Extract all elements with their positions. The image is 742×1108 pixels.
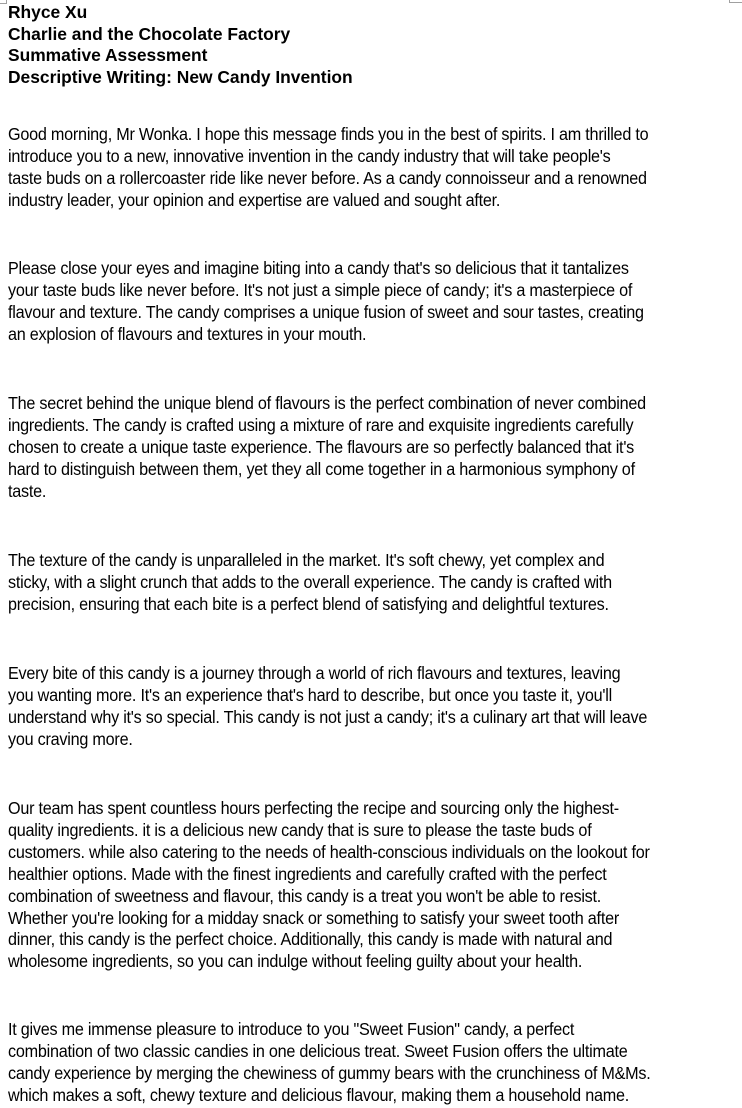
document-header (8, 2, 353, 89)
text-line: quality ingredients. it is a delicious new candy that is sure to please the taste buds of (8, 819, 592, 840)
author-name: Rhyce Xu (8, 2, 88, 22)
paragraph-secret (8, 393, 738, 503)
text-line: industry leader, your opinion and expertise are valued and sought after. (8, 189, 501, 210)
text-line: flavour and texture. The candy comprises a unique fusion of sweet and sour tastes, creating (8, 301, 644, 322)
assessment-type: Summative Assessment (8, 45, 208, 66)
text-line: It gives me immense pleasure to introduce to you "Sweet Fusion" candy, a perfect (8, 1019, 575, 1039)
text-line: wholesome ingredients, so you can indulge without feeling guilty about your health. (8, 951, 583, 972)
text-line: ingredients. The candy is crafted using a mixture of rare and exquisite ingredients carefully (8, 414, 634, 435)
text-line: taste buds on a rollercoaster ride like never before. As a candy connoisseur and a renowned (8, 167, 647, 188)
text-line: Whether you're looking for a midday snack or something to satisfy your sweet tooth after (8, 907, 619, 928)
text-line: precision, ensuring that each bite is a perfect blend of satisfying and delightful textures. (8, 593, 609, 614)
text-line: candy experience by merging the chewiness of gummy bears with the crunchiness of M&Ms. (8, 1062, 651, 1083)
text-line: Every bite of this candy is a journey through a world of rich flavours and textures, leaving (8, 663, 621, 683)
text-line: The texture of the candy is unparalleled in the market. It's soft chewy, yet complex and (8, 550, 605, 570)
text-line: dinner, this candy is the perfect choice. Additionally, this candy is made with natural and (8, 929, 613, 950)
text-line: healthier options. Made with the finest ingredients and carefully crafted with the perfect (8, 863, 607, 884)
paragraph-our-team (8, 798, 738, 973)
book-title: Charlie and the Chocolate Factory (8, 23, 291, 44)
text-line: customers. while also catering to the needs of health-conscious individuals on the lookout for (8, 841, 650, 862)
text-line: chosen to create a unique taste experience. The flavours are so perfectly balanced that it's (8, 436, 635, 457)
text-line: sticky, with a slight crunch that adds to the overall experience. The candy is crafted with (8, 571, 612, 592)
paragraph-imagine (8, 258, 738, 346)
text-line: combination of two classic candies in one delicious treat. Sweet Fusion offers the ultimate (8, 1040, 628, 1061)
paragraph-greeting (8, 124, 738, 212)
text-line: Our team has spent countless hours perfecting the recipe and sourcing only the highest- (8, 798, 619, 818)
paragraph-every-bite (8, 663, 738, 751)
assignment-title: Descriptive Writing: New Candy Invention (8, 67, 353, 88)
text-line: introduce you to a new, innovative invention in the candy industry that will take people's (8, 145, 611, 166)
text-line: taste. (8, 480, 47, 501)
text-line: which makes a soft, chewy texture and delicious flavour, making them a household name. (8, 1084, 629, 1105)
text-line: you craving more. (8, 728, 133, 749)
text-line: combination of sweetness and flavour, this candy is a treat you won't be able to resist. (8, 885, 602, 906)
paragraph-sweet-fusion (8, 1019, 738, 1107)
text-line: an explosion of flavours and textures in your mouth. (8, 323, 367, 344)
paragraph-texture (8, 550, 738, 616)
text-line: The secret behind the unique blend of flavours is the perfect combination of never combined (8, 393, 646, 413)
text-line: Please close your eyes and imagine biting into a candy that's so delicious that it tantalizes (8, 258, 629, 278)
text-line: Good morning, Mr Wonka. I hope this message finds you in the best of spirits. I am thrilled to (8, 124, 649, 144)
text-line: understand why it's so special. This candy is not just a candy; it's a culinary art that will leave (8, 706, 648, 727)
text-line: hard to distinguish between them, yet they all come together in a harmonious symphony of (8, 458, 635, 479)
crop-mark-top-right (729, 0, 742, 3)
text-line: you wanting more. It's an experience that's hard to describe, but once you taste it, you'll (8, 684, 612, 705)
crop-mark-top-left (0, 0, 7, 4)
text-line: your taste buds like never before. It's not just a simple piece of candy; it's a masterpiece of (8, 279, 633, 300)
